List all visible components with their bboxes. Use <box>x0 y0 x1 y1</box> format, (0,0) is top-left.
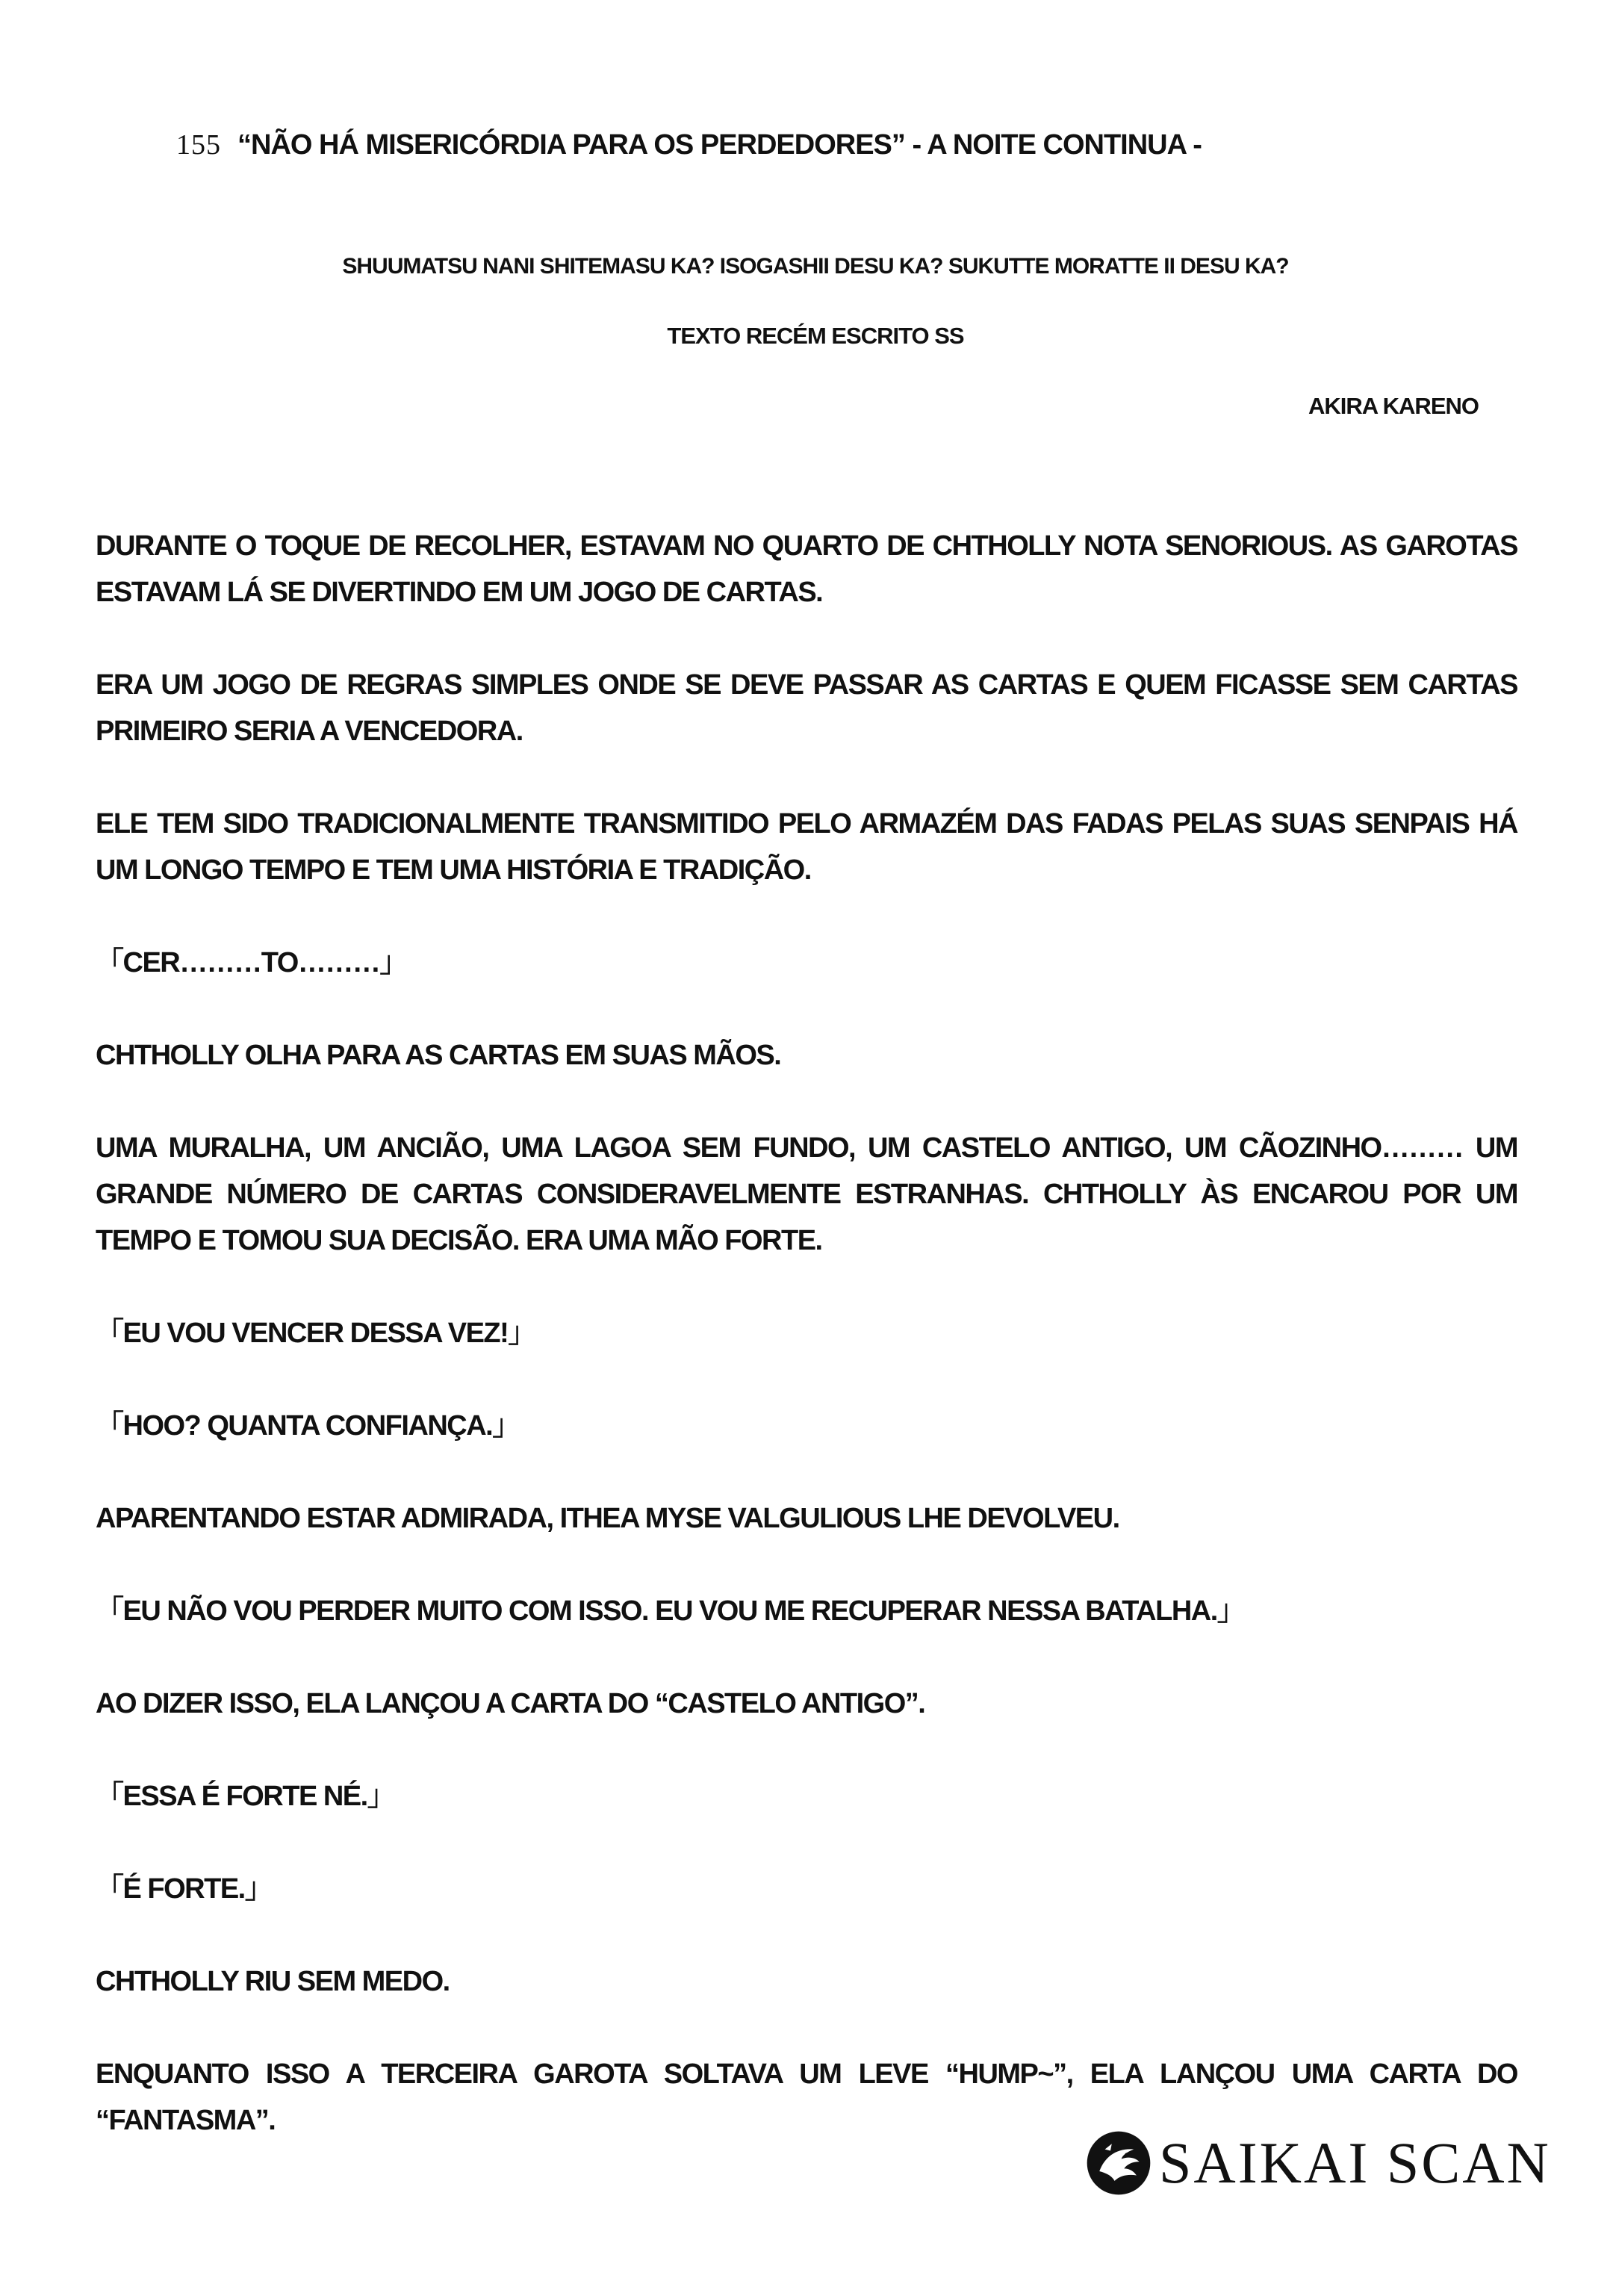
paragraph: ENQUANTO ISSO A TERCEIRA GAROTA SOLTAVA UM LEVE “HUMP~”, ELA LANÇOU UMA CARTA DO “FANTASMA”. <box>96 2058 1517 2136</box>
paragraph: CHTHOLLY OLHA PARA AS CARTAS EM SUAS MÃOS. <box>96 1040 781 1071</box>
dialogue-line: 「CER………TO………」 <box>96 947 407 978</box>
dialogue-line: 「EU NÃO VOU PERDER MUITO COM ISSO. EU VOU ME RECUPERAR NESSA BATALHA.」 <box>96 1595 1245 1627</box>
series-title: SHUUMATSU NANI SHITEMASU KA? ISOGASHII DESU KA? SUKUTTE MORATTE II DESU KA? <box>342 254 1289 279</box>
page-header <box>176 128 1446 161</box>
paragraph: APARENTANDO ESTAR ADMIRADA, ITHEA MYSE VALGULIOUS LHE DEVOLVEU. <box>96 1503 1119 1534</box>
paragraph: ELE TEM SIDO TRADICIONALMENTE TRANSMITIDO PELO ARMAZÉM DAS FADAS PELAS SUAS SENPAIS HÁ UM LONGO TEMPO E TEM UMA HISTÓRIA E TRADIÇÃO. <box>96 808 1517 886</box>
paragraph: ERA UM JOGO DE REGRAS SIMPLES ONDE SE DEVE PASSAR AS CARTAS E QUEM FICASSE SEM CARTAS PRIMEIRO SERIA A VENCEDORA. <box>96 669 1517 747</box>
body-text <box>96 523 1517 2144</box>
saikai-scan-watermark <box>1084 2126 1551 2200</box>
paragraph: DURANTE O TOQUE DE RECOLHER, ESTAVAM NO QUARTO DE CHTHOLLY NOTA SENORIOUS. AS GAROTAS ESTAVAM LÁ SE DIVERTINDO EM UM JOGO DE CARTAS. <box>96 530 1517 608</box>
page-number: 155 <box>176 129 221 161</box>
paragraph: AO DIZER ISSO, ELA LANÇOU A CARTA DO “CASTELO ANTIGO”. <box>96 1688 925 1719</box>
dialogue-line: 「EU VOU VENCER DESSA VEZ!」 <box>96 1318 535 1349</box>
dialogue-line: 「HOO? QUANTA CONFIANÇA.」 <box>96 1410 520 1442</box>
subtitle: TEXTO RECÉM ESCRITO SS <box>667 323 964 349</box>
paragraph: CHTHOLLY RIU SEM MEDO. <box>96 1966 450 1997</box>
watermark-text: SAIKAI SCAN <box>1159 2130 1551 2195</box>
paragraph: UMA MURALHA, UM ANCIÃO, UMA LAGOA SEM FUNDO, UM CASTELO ANTIGO, UM CÃOZINHO……… UM GRANDE NÚMERO DE CARTAS CONSIDERAVELMENTE ESTRANHAS. CHTHOLLY ÀS ENCAROU POR UM TEMPO E TOMOU SUA DECISÃO. ERA UMA MÃO FORTE. <box>96 1132 1517 1256</box>
dialogue-line: 「ESSA É FORTE NÉ.」 <box>96 1781 395 1812</box>
dialogue-line: 「É FORTE.」 <box>96 1873 273 1905</box>
chapter-title: “NÃO HÁ MISERICÓRDIA PARA OS PERDEDORES” - A NOITE CONTINUA - <box>237 129 1202 161</box>
dragon-logo-icon <box>1084 2129 1153 2197</box>
author-name: AKIRA KARENO <box>1308 393 1479 419</box>
